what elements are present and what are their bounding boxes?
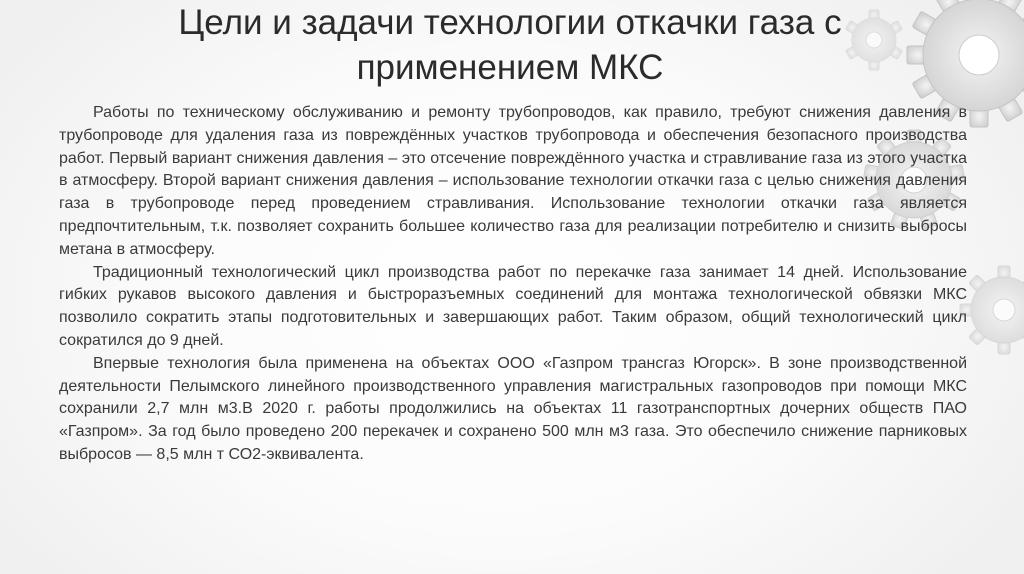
paragraph-1: Работы по техническому обслуживанию и ремонту трубопроводов, как правило, требуют снижения давления в трубопроводе для удаления газа из повреждённых участков трубопровода и обеспечения безопасного производства работ. Первый вариант снижения давления – это отсечение повреждённого участка и стравливание газа из этого участка в атмосферу. Второй вариант снижения давления – использование технологии откачки газа с целью снижения давления газа в трубопроводе перед проведением стравливания. Использование технологии откачки газа является предпочтительным, т.к. позволяет сохранить большее количество газа для реализации потребителю и снизить выбросы метана в атмосферу. [59, 104, 967, 258]
slide-body [59, 102, 967, 467]
paragraph-2: Традиционный технологический цикл производства работ по перекачке газа занимает 14 дней. Использование гибких рукавов высокого давления и быстроразъемных соединений для монтажа технологической обвязки МКС позволило сократить этапы подготовительных и завершающих работ. Таким образом, общий технологический цикл сократился до 9 дней. [59, 263, 967, 349]
slide-title [110, 0, 910, 90]
slide-title-line-2: применением МКС [356, 48, 664, 87]
slide-title-line-1: Цели и задачи технологии откачки газа с [178, 3, 842, 42]
paragraph-3: Впервые технология была применена на объектах ООО «Газпром трансгаз Югорск». В зоне производственной деятельности Пелымского линейного производственного управления магистральных газопроводов при помощи МКС сохранили 2,7 млн м3.В 2020 г. работы продолжились на объектах 11 газотранспортных дочерних обществ ПАО «Газпром». За год было проведено 200 перекачек и сохранено 500 млн м3 газа. Это обеспечило снижение парниковых выбросов — 8,5 млн т СО2-эквивалента. [59, 354, 967, 463]
